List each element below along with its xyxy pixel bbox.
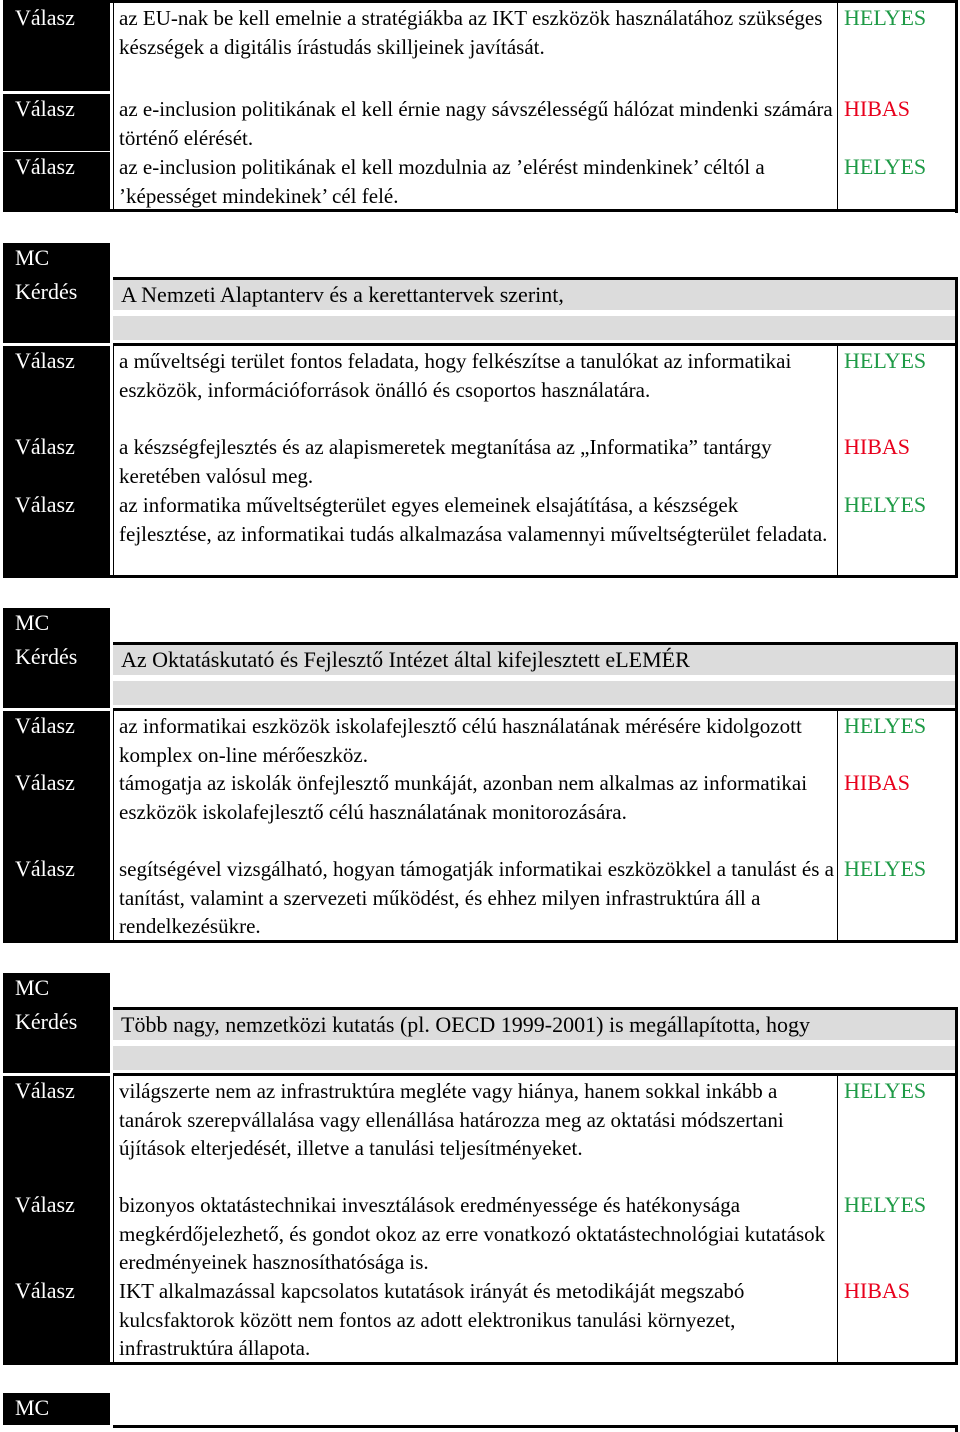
answer-text: a műveltségi terület fontos feladata, hogy felkészítse a tanulókat az informatikai eszközök, információforrások önálló és csoportos használatára. [119,349,792,402]
answer-label: Válasz [3,1076,110,1190]
answer-text: a készségfejlesztés és az alapismeretek megtanítása az „Informatika” tantárgy keretében valósul meg. [119,435,772,488]
answer-text: az e-inclusion politikának el kell érnie nagy sávszélességű hálózat mindenki számára történő elérését. [119,97,833,150]
question-label: Kérdés [3,1007,110,1043]
answer-text: az informatikai eszközök iskolafejlesztő célú használatának mérésére kidolgozott komplex on-line mérőeszköz. [119,714,802,767]
answer-row [3,1276,958,1362]
verdict-badge: HELYES [844,713,927,738]
answer-label: Válasz [3,94,110,151]
answer-label: Válasz [3,346,110,432]
question-text: Több nagy, nemzetközi kutatás (pl. OECD 1999-2001) is megállapította, hogy [121,1012,810,1037]
answer-label: Válasz [3,1190,110,1276]
question-block-2 [3,608,958,943]
question-label: Kérdés [3,642,110,678]
mc-label: MC [3,1393,110,1425]
answer-row [3,432,958,490]
question-row [3,642,958,678]
answer-row [3,854,958,940]
verdict-badge: HIBAS [844,1278,911,1303]
answer-row [3,3,958,91]
question-block-4 [3,1393,958,1432]
answer-label: Válasz [3,152,110,209]
answer-row [3,346,958,432]
verdict-badge: HIBAS [844,434,911,459]
verdict-badge: HELYES [844,856,927,881]
answer-text: támogatja az iskolák önfejlesztő munkáját, azonban nem alkalmas az informatikai eszközök iskolafejlesztő célú használatának monitorozására. [119,771,808,824]
verdict-badge: HELYES [844,5,927,30]
answer-text: az e-inclusion politikának el kell mozdulnia az ’elérést mindenkinek’ céltól a ’képességet mindekinek’ cél felé. [119,155,765,208]
answer-row [3,768,958,854]
verdict-badge: HIBAS [844,770,911,795]
question-row [3,277,958,313]
answer-text: bizonyos oktatástechnikai invesztálások eredményessége és hatékonysága megkérdőjelezhető, és gondot okoz az erre vonatkozó oktatástechnológiai kutatások eredményeinek hasznosíthatósága is. [119,1193,826,1275]
verdict-badge: HIBAS [844,96,911,121]
answer-text: segítségével vizsgálható, hogyan támogatják informatikai eszközökkel a tanulást és a tanítást, valamint a szervezeti működést, és ehhez milyen infrastruktúra áll a rendelkezésükre. [119,857,834,939]
answer-label: Válasz [3,711,110,768]
answer-text: világszerte nem az infrastruktúra megléte vagy hiánya, hanem sokkal inkább a tanárok szerepvállalása vagy ellenállása határozza meg az oktatási módszertani újítások elterjedését, illetve a tanulási teljesítményeket. [119,1079,784,1161]
question-text: A Nemzeti Alaptanterv és a kerettantervek szerint, [121,282,564,307]
mc-label: MC [3,608,110,642]
verdict-badge: HELYES [844,348,927,373]
answer-row [3,94,958,151]
answer-text: IKT alkalmazással kapcsolatos kutatások irányát és metodikáját megszabó kulcsfaktorok között nem fontos az adott elektronikus tanulási környezet, infrastruktúra állapota. [119,1279,745,1361]
answer-label: Válasz [3,432,110,490]
question-block-3 [3,973,958,1365]
mc-label: MC [3,243,110,277]
answer-row [3,152,958,209]
answer-row [3,711,958,768]
verdict-badge: HELYES [844,492,927,517]
mc-label: MC [3,973,110,1007]
answer-label: Válasz [3,854,110,940]
answer-row [3,1076,958,1190]
answer-text: az informatika műveltségterület egyes elemeinek elsajátítása, a készségek fejlesztése, az informatikai tudás alkalmazása valamennyi műveltségterület feladata. [119,493,828,546]
question-row [3,1007,958,1043]
answer-label: Válasz [3,3,110,91]
answer-label: Válasz [3,768,110,854]
answer-label: Válasz [3,490,110,575]
answer-row [3,490,958,575]
question-label: Kérdés [3,277,110,313]
answer-row [3,1190,958,1276]
question-block-1 [3,243,958,578]
answer-label: Válasz [3,1276,110,1362]
verdict-badge: HELYES [844,154,927,179]
answer-text: az EU-nak be kell emelnie a stratégiákba az IKT eszközök használatához szükséges készségek a digitális írástudás skilljeinek javítását. [119,6,823,59]
answer-block-0 [3,0,958,213]
verdict-badge: HELYES [844,1078,927,1103]
question-text: Az Oktatáskutató és Fejlesztő Intézet által kifejlesztett eLEMÉR [121,647,690,672]
verdict-badge: HELYES [844,1192,927,1217]
